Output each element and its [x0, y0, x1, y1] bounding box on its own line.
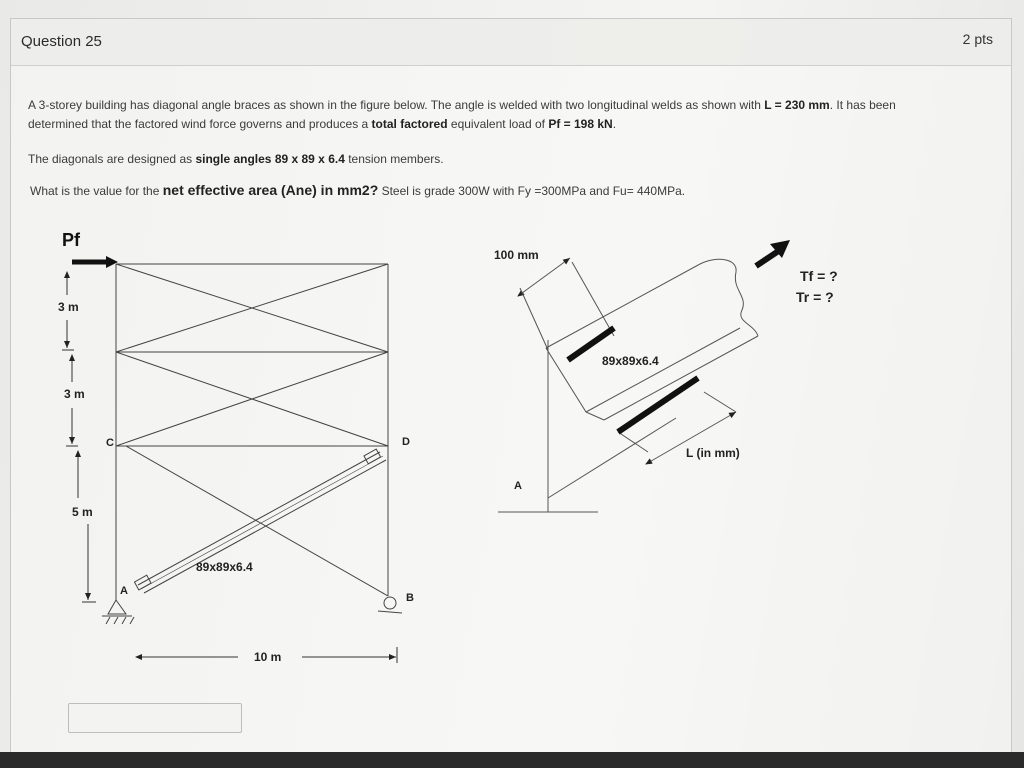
- angle-heel: [604, 336, 758, 420]
- question-points: 2 pts: [962, 31, 993, 47]
- monitor-bezel: [0, 752, 1024, 768]
- weld-length-value: L = 230 mm: [764, 98, 830, 112]
- height-dimensions: [62, 272, 397, 663]
- ground-line-b: [378, 611, 402, 613]
- p3-text-b: Steel is grade 300W with Fy =300MPa and Fu= 440MPa.: [378, 184, 686, 198]
- angle-member-edge-2: [144, 460, 386, 593]
- p2-text-b: tension members.: [344, 152, 444, 166]
- question-title: Question 25: [21, 33, 102, 50]
- angle-member-leg: [141, 456, 383, 589]
- weld-dim-ext-2: [704, 392, 736, 412]
- tr-label: Tr = ?: [796, 289, 834, 305]
- width-dimension-label: 100 mm: [494, 248, 539, 262]
- width-ext-line-2: [572, 262, 614, 336]
- tension-arrow-shaft: [756, 250, 780, 266]
- span-label: 10 m: [254, 650, 282, 664]
- tf-label: Tf = ?: [800, 268, 838, 284]
- load-value: Pf = 198 kN: [548, 117, 613, 131]
- node-label-b: B: [406, 592, 414, 604]
- node-label-d: D: [402, 436, 410, 448]
- hatch-4: [130, 617, 134, 624]
- hatch-3: [122, 617, 126, 624]
- p1-text-a: A 3-storey building has diagonal angle braces as shown in the figure below. The angle is welded with two longitudinal welds as shown with: [28, 98, 765, 112]
- weld-dim-ext-1: [618, 432, 648, 452]
- height-label-2: 3 m: [64, 387, 85, 401]
- angle-end-2: [586, 412, 604, 420]
- answer-input[interactable]: [68, 703, 242, 733]
- section-label: 89x89x6.4: [602, 354, 659, 368]
- p1-text-d: equivalent load of: [447, 117, 549, 131]
- p2-bold: single angles 89 x 89 x 6.4: [195, 152, 345, 166]
- width-ext-line-1: [520, 288, 548, 350]
- support-label-a: A: [514, 480, 522, 492]
- angle-edge-upper: [546, 264, 700, 348]
- angle-member-edge-1: [138, 452, 380, 585]
- width-dim-line: [518, 258, 570, 296]
- weld-length-label: L (in mm): [686, 446, 740, 460]
- node-label-a: A: [120, 585, 128, 597]
- node-label-c: C: [106, 437, 114, 449]
- connection-figure: [498, 258, 758, 512]
- member-size-label: 89x89x6.4: [196, 560, 253, 574]
- weld-lower: [618, 378, 698, 432]
- height-label-1: 3 m: [58, 300, 79, 314]
- hatch-1: [106, 617, 110, 624]
- p1-bold: total factored: [371, 117, 448, 131]
- p1-text-b: . It has been: [829, 98, 896, 112]
- p1-text-c: determined that the factored wind force governs and produces a: [28, 117, 372, 131]
- p2-text-a: The diagonals are designed as: [28, 152, 196, 166]
- angle-end: [546, 348, 586, 412]
- pin-support-a: [108, 600, 126, 614]
- brace-bottom-cd: [126, 446, 388, 596]
- p3-bold: net effective area (Ane) in mm2?: [162, 182, 379, 198]
- p3-text-a: What is the value for the: [30, 184, 163, 198]
- roller-support-b: [384, 597, 396, 609]
- hatch-2: [114, 617, 118, 624]
- load-label: Pf: [62, 230, 80, 250]
- height-label-3: 5 m: [72, 505, 93, 519]
- break-line: [700, 259, 758, 336]
- p1-end: .: [612, 117, 617, 131]
